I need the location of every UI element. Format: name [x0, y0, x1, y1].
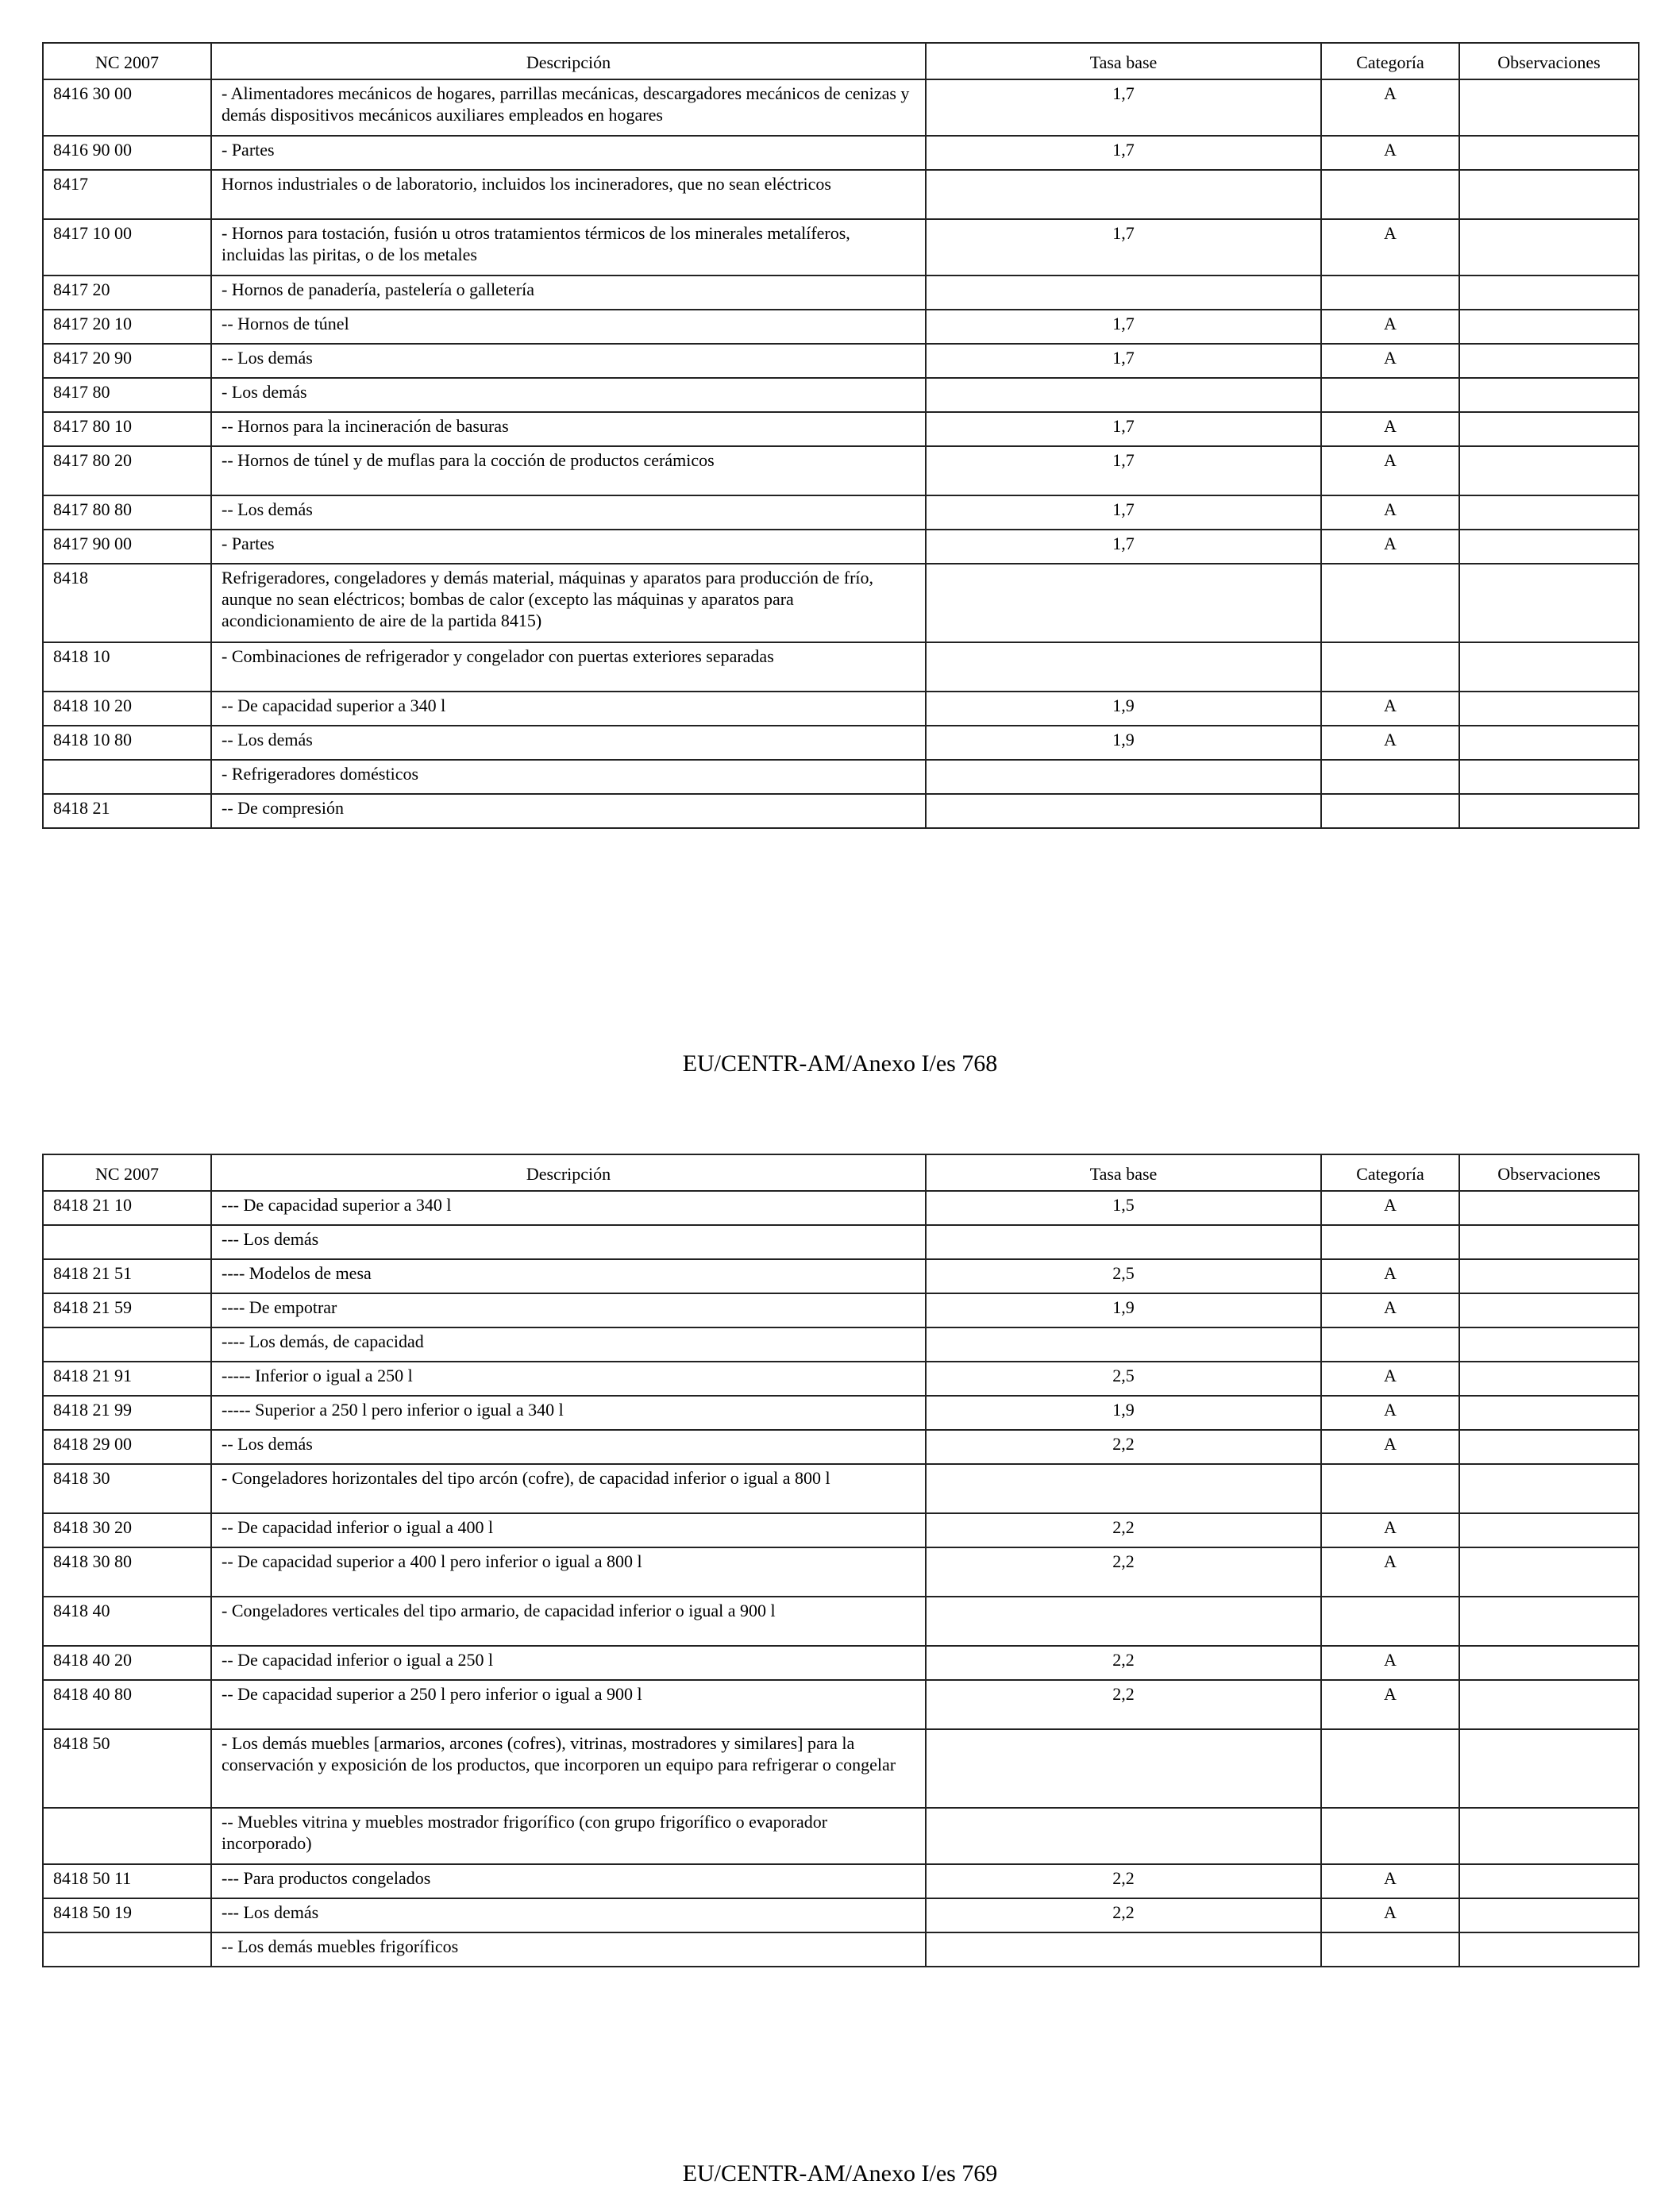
- nc-code-cell: 8418 21 10: [43, 1191, 211, 1225]
- category-cell: [1321, 642, 1459, 692]
- observations-cell: [1459, 310, 1639, 344]
- table-row: [43, 1898, 1639, 1932]
- header-observaciones: Observaciones: [1459, 1154, 1639, 1191]
- header-row: [43, 43, 1639, 79]
- nc-code-cell: 8418: [43, 564, 211, 642]
- base-rate-cell: [926, 1729, 1321, 1808]
- page-footer-768: EU/CENTR-AM/Anexo I/es 768: [682, 1050, 998, 1077]
- base-rate-cell: [926, 170, 1321, 219]
- table-row: [43, 1513, 1639, 1547]
- table-row: [43, 1680, 1639, 1729]
- header-row: [43, 1154, 1639, 1191]
- nc-code-cell: [43, 1932, 211, 1967]
- category-cell: [1321, 1808, 1459, 1864]
- table-row: [43, 1430, 1639, 1464]
- header-observaciones: Observaciones: [1459, 43, 1639, 79]
- observations-cell: [1459, 1513, 1639, 1547]
- base-rate-cell: 1,7: [926, 446, 1321, 495]
- observations-cell: [1459, 760, 1639, 794]
- header-tasa-base: Tasa base: [926, 43, 1321, 79]
- observations-cell: [1459, 1293, 1639, 1327]
- category-cell: [1321, 378, 1459, 412]
- base-rate-cell: 1,9: [926, 1396, 1321, 1430]
- nc-code-cell: [43, 1327, 211, 1362]
- description-cell: - Hornos de panadería, pastelería o galletería: [211, 276, 926, 310]
- nc-code-cell: 8418 21: [43, 794, 211, 828]
- base-rate-cell: 2,5: [926, 1362, 1321, 1396]
- nc-code-cell: 8418 21 51: [43, 1259, 211, 1293]
- tariff-table-page-769: [42, 1154, 1640, 1967]
- description-cell: --- Para productos congelados: [211, 1864, 926, 1898]
- table-row: [43, 760, 1639, 794]
- observations-cell: [1459, 344, 1639, 378]
- base-rate-cell: 2,2: [926, 1864, 1321, 1898]
- table-row: [43, 794, 1639, 828]
- category-cell: A: [1321, 530, 1459, 564]
- description-cell: - Alimentadores mecánicos de hogares, parrillas mecánicas, descargadores mecánicos de cenizas y demás dispositivos mecánicos auxiliares empleados en hogares: [211, 79, 926, 136]
- nc-code-cell: 8418 10 20: [43, 692, 211, 726]
- nc-code-cell: 8418 50 11: [43, 1864, 211, 1898]
- description-cell: --- De capacidad superior a 340 l: [211, 1191, 926, 1225]
- observations-cell: [1459, 1191, 1639, 1225]
- category-cell: A: [1321, 692, 1459, 726]
- nc-code-cell: 8418 40 80: [43, 1680, 211, 1729]
- description-cell: -- Los demás: [211, 344, 926, 378]
- base-rate-cell: 2,2: [926, 1547, 1321, 1597]
- category-cell: A: [1321, 495, 1459, 530]
- category-cell: [1321, 1729, 1459, 1808]
- description-cell: ---- Los demás, de capacidad: [211, 1327, 926, 1362]
- description-cell: - Los demás: [211, 378, 926, 412]
- category-cell: A: [1321, 1898, 1459, 1932]
- description-cell: -- Los demás: [211, 495, 926, 530]
- nc-code-cell: 8418 21 59: [43, 1293, 211, 1327]
- observations-cell: [1459, 1729, 1639, 1808]
- table-row: [43, 1547, 1639, 1597]
- table-row: [43, 378, 1639, 412]
- base-rate-cell: [926, 642, 1321, 692]
- observations-cell: [1459, 564, 1639, 642]
- category-cell: [1321, 1327, 1459, 1362]
- category-cell: A: [1321, 1293, 1459, 1327]
- table-row: [43, 1932, 1639, 1967]
- base-rate-cell: 2,2: [926, 1430, 1321, 1464]
- observations-cell: [1459, 495, 1639, 530]
- nc-code-cell: 8418 50 19: [43, 1898, 211, 1932]
- nc-code-cell: 8417 90 00: [43, 530, 211, 564]
- category-cell: [1321, 1225, 1459, 1259]
- table-row: [43, 1327, 1639, 1362]
- nc-code-cell: 8418 21 99: [43, 1396, 211, 1430]
- base-rate-cell: 1,7: [926, 136, 1321, 170]
- observations-cell: [1459, 1396, 1639, 1430]
- category-cell: A: [1321, 1362, 1459, 1396]
- observations-cell: [1459, 79, 1639, 136]
- nc-code-cell: 8418 30 80: [43, 1547, 211, 1597]
- base-rate-cell: 1,9: [926, 1293, 1321, 1327]
- table-body: [43, 79, 1639, 828]
- observations-cell: [1459, 692, 1639, 726]
- observations-cell: [1459, 1864, 1639, 1898]
- observations-cell: [1459, 1547, 1639, 1597]
- nc-code-cell: 8417 20: [43, 276, 211, 310]
- observations-cell: [1459, 446, 1639, 495]
- category-cell: A: [1321, 310, 1459, 344]
- table-row: [43, 642, 1639, 692]
- observations-cell: [1459, 1362, 1639, 1396]
- nc-code-cell: 8417 80: [43, 378, 211, 412]
- category-cell: [1321, 1464, 1459, 1513]
- description-cell: - Partes: [211, 530, 926, 564]
- header-descripcion: Descripción: [211, 43, 926, 79]
- category-cell: [1321, 1597, 1459, 1646]
- nc-code-cell: [43, 1225, 211, 1259]
- header-descripcion: Descripción: [211, 1154, 926, 1191]
- nc-code-cell: 8418 30 20: [43, 1513, 211, 1547]
- description-cell: -- Hornos para la incineración de basuras: [211, 412, 926, 446]
- observations-cell: [1459, 726, 1639, 760]
- nc-code-cell: 8418 40: [43, 1597, 211, 1646]
- base-rate-cell: [926, 760, 1321, 794]
- description-cell: - Refrigeradores domésticos: [211, 760, 926, 794]
- observations-cell: [1459, 1259, 1639, 1293]
- description-cell: Refrigeradores, congeladores y demás material, máquinas y aparatos para producción de frío, aunque no sean eléctricos; bombas de calor (excepto las máquinas y aparatos para acondicionamiento de aire de la partida 8415): [211, 564, 926, 642]
- base-rate-cell: [926, 794, 1321, 828]
- category-cell: A: [1321, 219, 1459, 276]
- description-cell: -- De capacidad inferior o igual a 400 l: [211, 1513, 926, 1547]
- observations-cell: [1459, 1932, 1639, 1967]
- observations-cell: [1459, 1464, 1639, 1513]
- table-row: [43, 692, 1639, 726]
- table-row: [43, 1808, 1639, 1864]
- table-row: [43, 1362, 1639, 1396]
- table-row: [43, 1259, 1639, 1293]
- nc-code-cell: 8417 80 10: [43, 412, 211, 446]
- nc-code-cell: [43, 1808, 211, 1864]
- header-categoria: Categoría: [1321, 1154, 1459, 1191]
- base-rate-cell: [926, 1932, 1321, 1967]
- tariff-table-page-768: [42, 42, 1640, 829]
- category-cell: [1321, 1932, 1459, 1967]
- table-row: [43, 530, 1639, 564]
- base-rate-cell: 1,7: [926, 310, 1321, 344]
- description-cell: -- Los demás muebles frigoríficos: [211, 1932, 926, 1967]
- table-row: [43, 136, 1639, 170]
- base-rate-cell: 2,5: [926, 1259, 1321, 1293]
- base-rate-cell: [926, 1327, 1321, 1362]
- nc-code-cell: 8418 29 00: [43, 1430, 211, 1464]
- nc-code-cell: 8418 10 80: [43, 726, 211, 760]
- table-row: [43, 1729, 1639, 1808]
- nc-code-cell: 8417 20 90: [43, 344, 211, 378]
- description-cell: -- Muebles vitrina y muebles mostrador frigorífico (con grupo frigorífico o evaporador incorporado): [211, 1808, 926, 1864]
- base-rate-cell: 2,2: [926, 1898, 1321, 1932]
- base-rate-cell: 1,9: [926, 726, 1321, 760]
- base-rate-cell: 1,7: [926, 412, 1321, 446]
- nc-code-cell: 8418 40 20: [43, 1646, 211, 1680]
- category-cell: [1321, 794, 1459, 828]
- observations-cell: [1459, 1646, 1639, 1680]
- observations-cell: [1459, 1680, 1639, 1729]
- table-row: [43, 446, 1639, 495]
- table-row: [43, 344, 1639, 378]
- category-cell: [1321, 170, 1459, 219]
- description-cell: -- Los demás: [211, 1430, 926, 1464]
- observations-cell: [1459, 1898, 1639, 1932]
- nc-code-cell: 8417 80 20: [43, 446, 211, 495]
- table-row: [43, 276, 1639, 310]
- table-row: [43, 1464, 1639, 1513]
- category-cell: A: [1321, 412, 1459, 446]
- table-row: [43, 495, 1639, 530]
- observations-cell: [1459, 530, 1639, 564]
- table-row: [43, 1225, 1639, 1259]
- category-cell: [1321, 760, 1459, 794]
- header-nc-2007: NC 2007: [43, 43, 211, 79]
- observations-cell: [1459, 378, 1639, 412]
- table-row: [43, 726, 1639, 760]
- description-cell: ----- Superior a 250 l pero inferior o igual a 340 l: [211, 1396, 926, 1430]
- table-row: [43, 1293, 1639, 1327]
- nc-code-cell: 8417 20 10: [43, 310, 211, 344]
- description-cell: --- Los demás: [211, 1225, 926, 1259]
- nc-code-cell: 8418 50: [43, 1729, 211, 1808]
- description-cell: - Combinaciones de refrigerador y congelador con puertas exteriores separadas: [211, 642, 926, 692]
- nc-code-cell: 8418 21 91: [43, 1362, 211, 1396]
- category-cell: A: [1321, 1864, 1459, 1898]
- base-rate-cell: [926, 378, 1321, 412]
- nc-code-cell: 8417 10 00: [43, 219, 211, 276]
- base-rate-cell: 1,5: [926, 1191, 1321, 1225]
- description-cell: ---- De empotrar: [211, 1293, 926, 1327]
- description-cell: - Los demás muebles [armarios, arcones (cofres), vitrinas, mostradores y similares] para la conservación y exposición de los productos, que incorporen un equipo para refrigerar o congelar: [211, 1729, 926, 1808]
- base-rate-cell: 1,7: [926, 344, 1321, 378]
- description-cell: - Hornos para tostación, fusión u otros tratamientos térmicos de los minerales metalíferos, incluidas las piritas, o de los metales: [211, 219, 926, 276]
- nc-code-cell: [43, 760, 211, 794]
- page-footer-769: EU/CENTR-AM/Anexo I/es 769: [682, 2160, 998, 2187]
- header-categoria: Categoría: [1321, 43, 1459, 79]
- header-tasa-base: Tasa base: [926, 1154, 1321, 1191]
- category-cell: A: [1321, 726, 1459, 760]
- observations-cell: [1459, 1430, 1639, 1464]
- nc-code-cell: 8418 10: [43, 642, 211, 692]
- category-cell: A: [1321, 1680, 1459, 1729]
- base-rate-cell: [926, 1808, 1321, 1864]
- nc-code-cell: 8418 30: [43, 1464, 211, 1513]
- category-cell: A: [1321, 1646, 1459, 1680]
- description-cell: Hornos industriales o de laboratorio, incluidos los incineradores, que no sean eléctricos: [211, 170, 926, 219]
- table-row: [43, 1864, 1639, 1898]
- category-cell: A: [1321, 1396, 1459, 1430]
- category-cell: A: [1321, 1547, 1459, 1597]
- description-cell: -- De capacidad inferior o igual a 250 l: [211, 1646, 926, 1680]
- base-rate-cell: [926, 1464, 1321, 1513]
- nc-code-cell: 8416 90 00: [43, 136, 211, 170]
- category-cell: A: [1321, 1191, 1459, 1225]
- description-cell: -- Hornos de túnel: [211, 310, 926, 344]
- base-rate-cell: [926, 564, 1321, 642]
- base-rate-cell: 1,7: [926, 79, 1321, 136]
- description-cell: -- De capacidad superior a 250 l pero inferior o igual a 900 l: [211, 1680, 926, 1729]
- category-cell: A: [1321, 79, 1459, 136]
- observations-cell: [1459, 1225, 1639, 1259]
- header-nc-2007: NC 2007: [43, 1154, 211, 1191]
- base-rate-cell: [926, 276, 1321, 310]
- table-row: [43, 1597, 1639, 1646]
- table-row: [43, 170, 1639, 219]
- table-row: [43, 1191, 1639, 1225]
- category-cell: [1321, 564, 1459, 642]
- category-cell: A: [1321, 344, 1459, 378]
- base-rate-cell: 2,2: [926, 1646, 1321, 1680]
- observations-cell: [1459, 1327, 1639, 1362]
- base-rate-cell: 1,9: [926, 692, 1321, 726]
- table-row: [43, 310, 1639, 344]
- description-cell: -- Los demás: [211, 726, 926, 760]
- description-cell: ----- Inferior o igual a 250 l: [211, 1362, 926, 1396]
- observations-cell: [1459, 219, 1639, 276]
- base-rate-cell: 1,7: [926, 530, 1321, 564]
- description-cell: -- De capacidad superior a 340 l: [211, 692, 926, 726]
- description-cell: - Congeladores horizontales del tipo arcón (cofre), de capacidad inferior o igual a 800 l: [211, 1464, 926, 1513]
- base-rate-cell: 2,2: [926, 1513, 1321, 1547]
- description-cell: --- Los demás: [211, 1898, 926, 1932]
- nc-code-cell: 8417: [43, 170, 211, 219]
- category-cell: A: [1321, 136, 1459, 170]
- observations-cell: [1459, 412, 1639, 446]
- base-rate-cell: 1,7: [926, 495, 1321, 530]
- table-body: [43, 1191, 1639, 1967]
- base-rate-cell: 1,7: [926, 219, 1321, 276]
- observations-cell: [1459, 794, 1639, 828]
- description-cell: ---- Modelos de mesa: [211, 1259, 926, 1293]
- table-row: [43, 219, 1639, 276]
- base-rate-cell: [926, 1597, 1321, 1646]
- table-row: [43, 564, 1639, 642]
- category-cell: [1321, 276, 1459, 310]
- category-cell: A: [1321, 446, 1459, 495]
- observations-cell: [1459, 1597, 1639, 1646]
- observations-cell: [1459, 136, 1639, 170]
- description-cell: -- Hornos de túnel y de muflas para la cocción de productos cerámicos: [211, 446, 926, 495]
- description-cell: -- De capacidad superior a 400 l pero inferior o igual a 800 l: [211, 1547, 926, 1597]
- observations-cell: [1459, 276, 1639, 310]
- category-cell: A: [1321, 1513, 1459, 1547]
- table-row: [43, 1396, 1639, 1430]
- table-row: [43, 1646, 1639, 1680]
- observations-cell: [1459, 1808, 1639, 1864]
- description-cell: - Congeladores verticales del tipo armario, de capacidad inferior o igual a 900 l: [211, 1597, 926, 1646]
- table-row: [43, 412, 1639, 446]
- category-cell: A: [1321, 1430, 1459, 1464]
- description-cell: - Partes: [211, 136, 926, 170]
- category-cell: A: [1321, 1259, 1459, 1293]
- description-cell: -- De compresión: [211, 794, 926, 828]
- nc-code-cell: 8416 30 00: [43, 79, 211, 136]
- nc-code-cell: 8417 80 80: [43, 495, 211, 530]
- table-row: [43, 79, 1639, 136]
- base-rate-cell: 2,2: [926, 1680, 1321, 1729]
- observations-cell: [1459, 170, 1639, 219]
- base-rate-cell: [926, 1225, 1321, 1259]
- observations-cell: [1459, 642, 1639, 692]
